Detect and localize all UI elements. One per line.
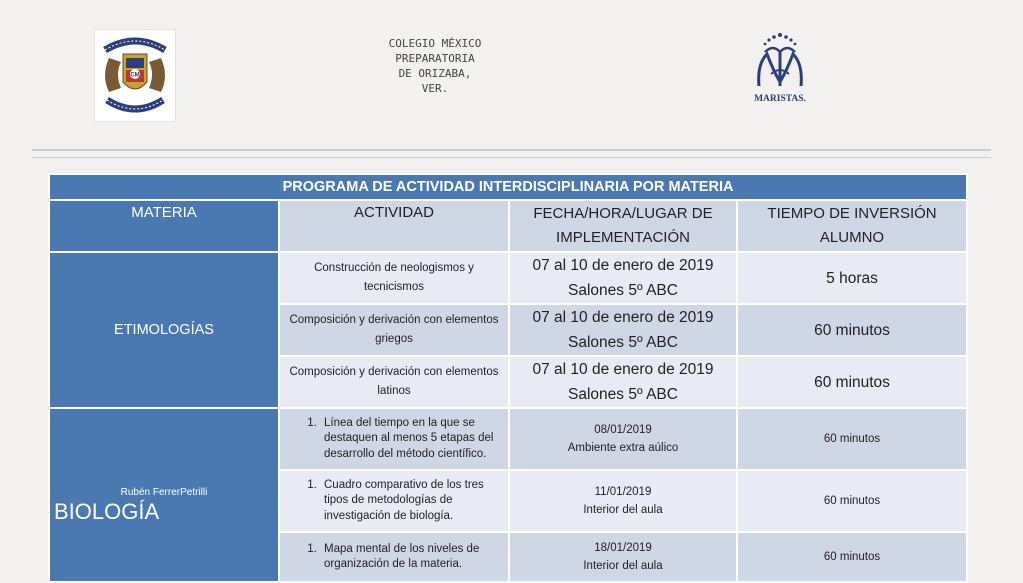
table-title: PROGRAMA DE ACTIVIDAD INTERDISCIPLINARIA POR MATERIA <box>49 174 967 200</box>
date-place-cell <box>509 304 737 356</box>
school-name-line: DE ORIZABA, <box>398 67 472 80</box>
activity-cell <box>279 532 509 582</box>
time-cell: 60 minutos <box>737 532 967 582</box>
maristas-logo-icon <box>743 30 817 106</box>
teacher-name: Rubén FerrerPetrilli <box>120 487 208 498</box>
school-name <box>370 36 500 96</box>
activity-program-table <box>48 173 968 583</box>
activity-cell <box>279 408 509 470</box>
school-name-line: COLEGIO MÉXICO <box>388 37 482 50</box>
date-text: 18/01/2019 <box>594 542 652 554</box>
place-text: Interior del aula <box>583 504 663 516</box>
subject-biologia <box>49 408 279 582</box>
date-text: 07 al 10 de enero de 2019 <box>532 361 714 378</box>
school-name-line: VER. <box>421 82 449 95</box>
activity-cell: Composición y derivación con elementos griegos <box>279 304 509 356</box>
activity-item: 1. Cuadro comparativo de los tres tipos de metodologías de investigación de biología. <box>320 478 496 525</box>
school-name-line: PREPARATORIA <box>395 52 475 65</box>
subject-etimologias: ETIMOLOGÍAS <box>49 252 279 408</box>
activity-cell: Construcción de neologismos y tecnicismos <box>279 252 509 304</box>
date-place-cell <box>509 356 737 408</box>
date-place-cell <box>509 408 737 470</box>
place-text: Salones 5º ABC <box>568 282 678 299</box>
svg-text:CM: CM <box>130 72 140 79</box>
activity-cell: Composición y derivación con elementos latinos <box>279 356 509 408</box>
header-divider <box>32 149 991 158</box>
date-text: 07 al 10 de enero de 2019 <box>532 257 714 274</box>
column-header-actividad: ACTIVIDAD <box>279 200 509 252</box>
table-row <box>49 408 967 470</box>
activity-cell <box>279 470 509 532</box>
time-cell: 60 minutos <box>737 356 967 408</box>
column-header-materia: MATERIA <box>49 200 279 252</box>
date-place-cell <box>509 252 737 304</box>
place-text: Ambiente extra aúlico <box>567 442 679 454</box>
date-place-cell <box>509 470 737 532</box>
date-text: 07 al 10 de enero de 2019 <box>532 309 714 326</box>
activity-item: 1. Mapa mental de los niveles de organización de la materia. <box>320 542 496 573</box>
place-text: Interior del aula <box>583 560 663 572</box>
date-place-cell <box>509 532 737 582</box>
time-cell: 60 minutos <box>737 304 967 356</box>
subject-name: BIOLOGÍA <box>54 499 160 524</box>
time-cell: 60 minutos <box>737 408 967 470</box>
time-cell: 60 minutos <box>737 470 967 532</box>
activity-item: 1. Línea del tiempo en la que se destaquen al menos 5 etapas del desarrollo del método científico. <box>320 416 496 463</box>
colegio-mexico-crest-icon <box>95 30 175 121</box>
place-text: Salones 5º ABC <box>568 334 678 351</box>
column-header-tiempo: TIEMPO DE INVERSIÓN ALUMNO <box>737 200 967 252</box>
time-cell: 5 horas <box>737 252 967 304</box>
place-text: Salones 5º ABC <box>568 386 678 403</box>
date-text: 11/01/2019 <box>594 486 652 498</box>
column-header-fecha: FECHA/HORA/LUGAR DE IMPLEMENTACIÓN <box>509 200 737 252</box>
table-row <box>49 252 967 304</box>
date-text: 08/01/2019 <box>594 424 652 436</box>
maristas-label: MARISTAS. <box>754 94 806 104</box>
